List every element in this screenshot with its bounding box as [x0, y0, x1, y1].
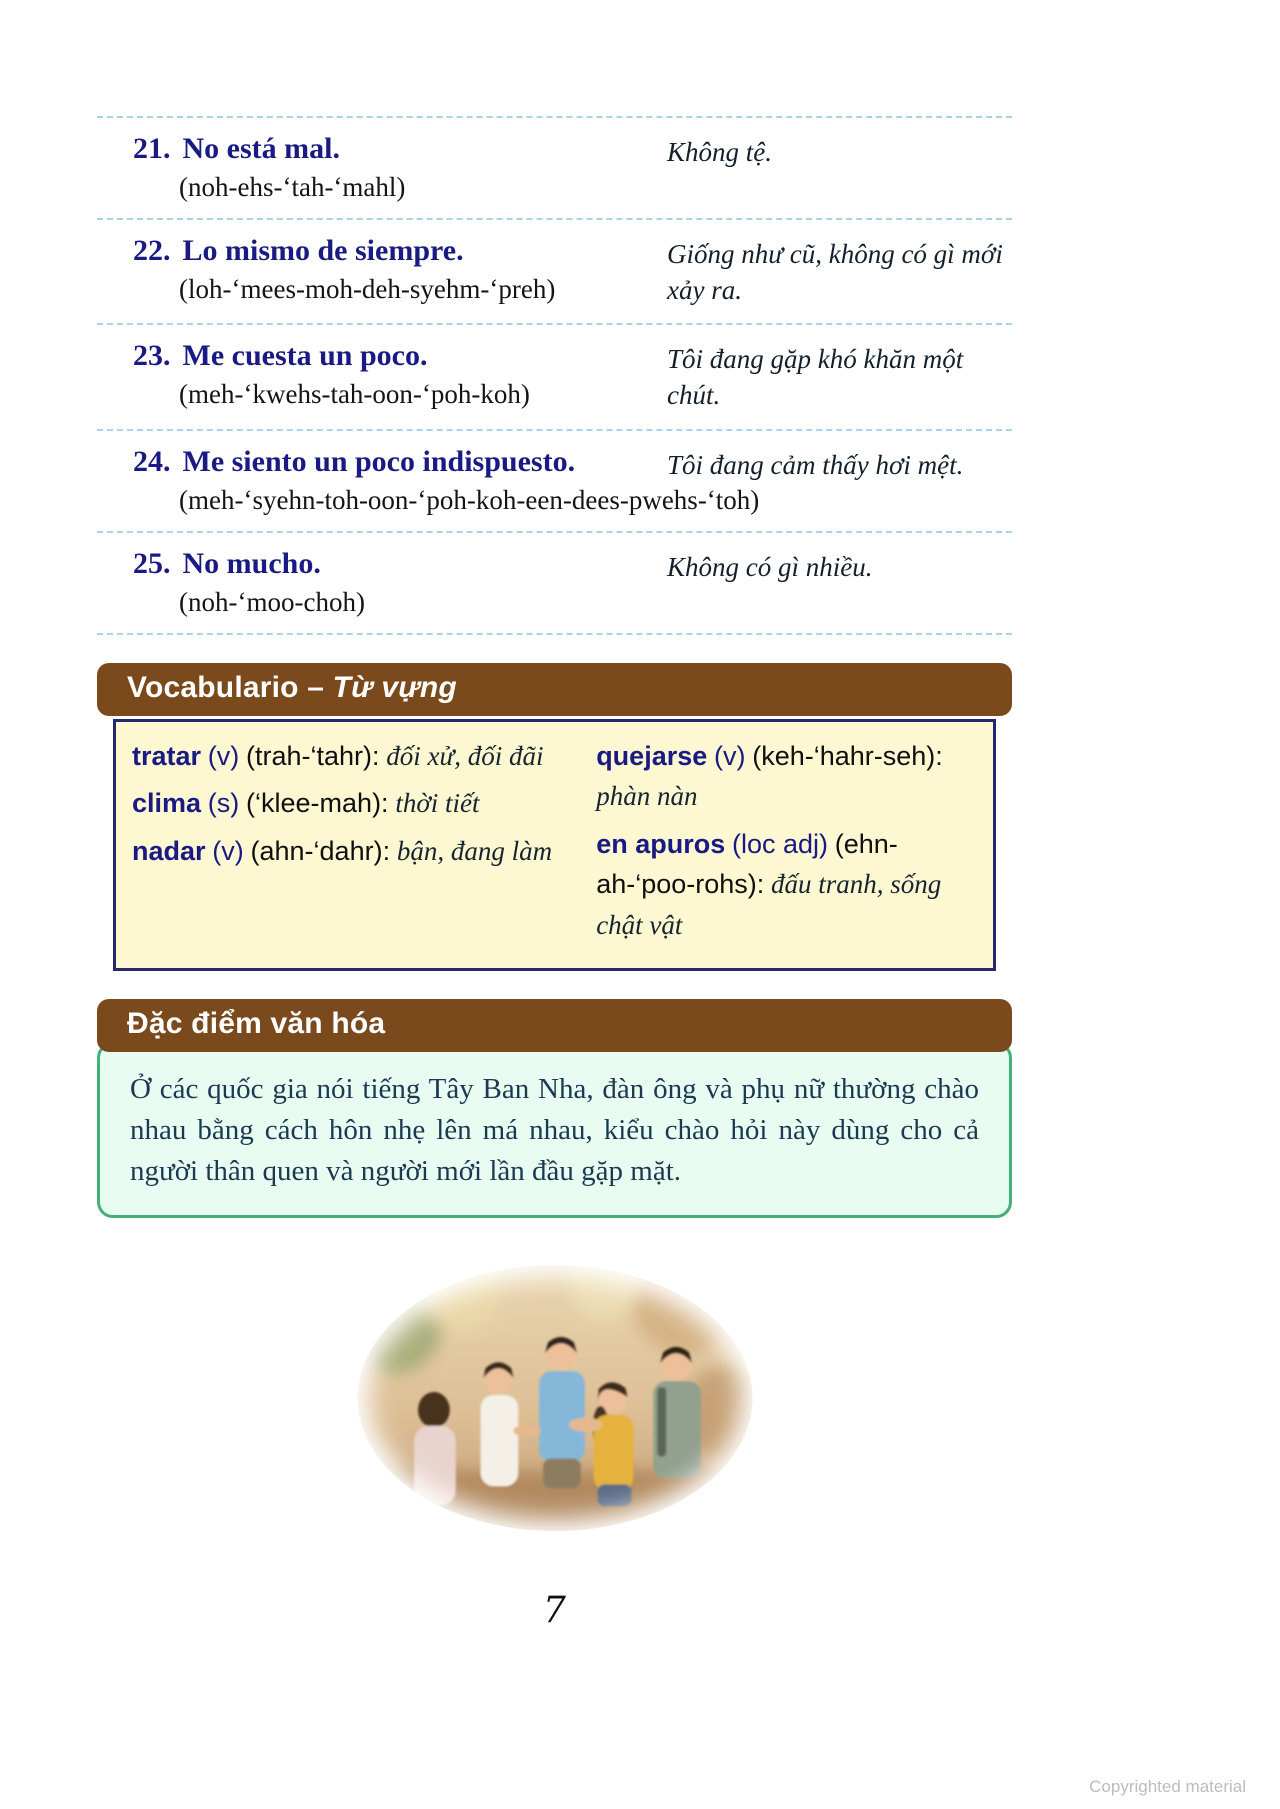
vocab-title: Vocabulario – [127, 670, 333, 704]
vocab-pronunciation: (keh-‘hahr-seh): [752, 740, 943, 771]
phrase-line [133, 444, 667, 480]
phrase-spanish: Me cuesta un poco. [182, 339, 428, 373]
phrase-pronunciation: (noh-ehs-‘tah-‘mahl) [179, 172, 406, 202]
vocab-pos: (s) [207, 788, 240, 818]
culture-body-text: Ở các quốc gia nói tiếng Tây Ban Nha, đàn ông và phụ nữ thường chào nhau bằng cách hôn nhẹ lên má nhau, kiểu chào hỏi này dùng cho cả người thân quen và người mới lần đầu gặp mặt. [130, 1073, 979, 1188]
vocab-section-header [97, 663, 1012, 716]
vocab-word: tratar [132, 740, 202, 771]
vocab-meaning: bận, đang làm [396, 835, 553, 866]
phrase-pronunciation: (loh-‘mees-moh-deh-syehm-‘preh) [179, 274, 556, 304]
vocab-word: nadar [132, 835, 206, 866]
vocab-pos: (v) [207, 740, 240, 771]
phrase-row-23 [97, 323, 1012, 428]
vocab-box [113, 719, 996, 972]
vocab-entry-tratar [132, 736, 566, 777]
culture-section-header [97, 999, 1012, 1052]
phrase-number: 21. [133, 132, 171, 165]
vocab-meaning: đấu tranh, sống chật vật [596, 869, 942, 940]
phrase-pronunciation: (meh-‘syehn-toh-oon-‘poh-koh-een-dees-pwehs-‘toh) [179, 484, 760, 515]
phrase-vietnamese: Tôi đang cảm thấy hơi mệt. [667, 449, 964, 480]
phrase-row-24 [97, 429, 1012, 531]
phrase-spanish: Lo mismo de siempre. [182, 234, 464, 267]
vocab-pronunciation: (ehn-ah-‘poo-rohs): [596, 828, 898, 899]
phrase-number: 24. [133, 444, 171, 478]
vocab-meaning: phàn nàn [596, 781, 698, 811]
phrase-pronunciation: (meh-‘kwehs-tah-oon-‘poh-koh) [179, 379, 530, 410]
vocab-column-left [132, 736, 566, 953]
vocab-pos: (v) [714, 740, 746, 771]
phrase-row-25 [97, 531, 1012, 633]
phrase-spanish: No está mal. [182, 132, 340, 165]
phrase-row-22 [97, 218, 1012, 323]
phrase-pronunciation: (noh-‘moo-choh) [179, 586, 365, 617]
vocab-meaning: thời tiết [395, 788, 480, 818]
vocab-pos: (loc adj) [731, 828, 828, 859]
phrase-number: 23. [133, 339, 171, 373]
photo-frame [356, 1264, 754, 1532]
phrase-left [133, 546, 667, 618]
phrase-spanish: No mucho. [182, 546, 321, 580]
phrase-left [133, 131, 667, 203]
phrase-number: 22. [133, 234, 171, 267]
phrase-vietnamese: Không có gì nhiều. [667, 551, 873, 582]
phrase-row-21 [97, 116, 1012, 218]
phrase-line [133, 338, 667, 374]
phrase-left [133, 338, 667, 410]
vocab-entry-clima [132, 783, 566, 824]
phrase-left [133, 444, 760, 516]
children-greeting-photo [356, 1264, 754, 1532]
vocab-entry-nadar [132, 831, 566, 872]
vocab-column-right [596, 736, 967, 953]
vocab-word: quejarse [596, 740, 708, 771]
culture-box [97, 1042, 1012, 1218]
vocab-pos: (v) [212, 835, 244, 866]
vocab-title-vietnamese: Từ vựng [332, 670, 457, 704]
vocab-pronunciation: (‘klee-mah): [246, 788, 389, 818]
phrase-vietnamese: Tôi đang gặp khó khăn một chút. [667, 344, 964, 410]
phrase-vietnamese: Không tệ. [667, 137, 772, 167]
vocab-meaning: đối xử, đối đãi [386, 740, 544, 771]
vocab-word: en apuros [596, 828, 726, 859]
phrase-line [133, 233, 667, 269]
vocab-pronunciation: (ahn-‘dahr): [250, 835, 391, 866]
phrase-line [133, 131, 667, 167]
copyright-watermark: Copyrighted material [1089, 1777, 1246, 1796]
page-content [97, 116, 1012, 1631]
culture-title: Đặc điểm văn hóa [127, 1007, 386, 1040]
vocab-entry-quejarse [596, 736, 967, 817]
phrase-spanish: Me siento un poco indispuesto. [182, 444, 576, 478]
vocab-word: clima [132, 788, 202, 818]
vocab-entry-en-apuros [596, 824, 967, 946]
phrase-vietnamese: Giống như cũ, không có gì mới xảy ra. [667, 239, 1003, 305]
phrase-list [97, 116, 1012, 635]
page-number: 7 [543, 1589, 566, 1631]
phrase-number: 25. [133, 546, 171, 580]
phrase-left [133, 233, 667, 305]
vocab-pronunciation: (trah-‘tahr): [246, 740, 380, 771]
phrase-line [133, 546, 667, 582]
